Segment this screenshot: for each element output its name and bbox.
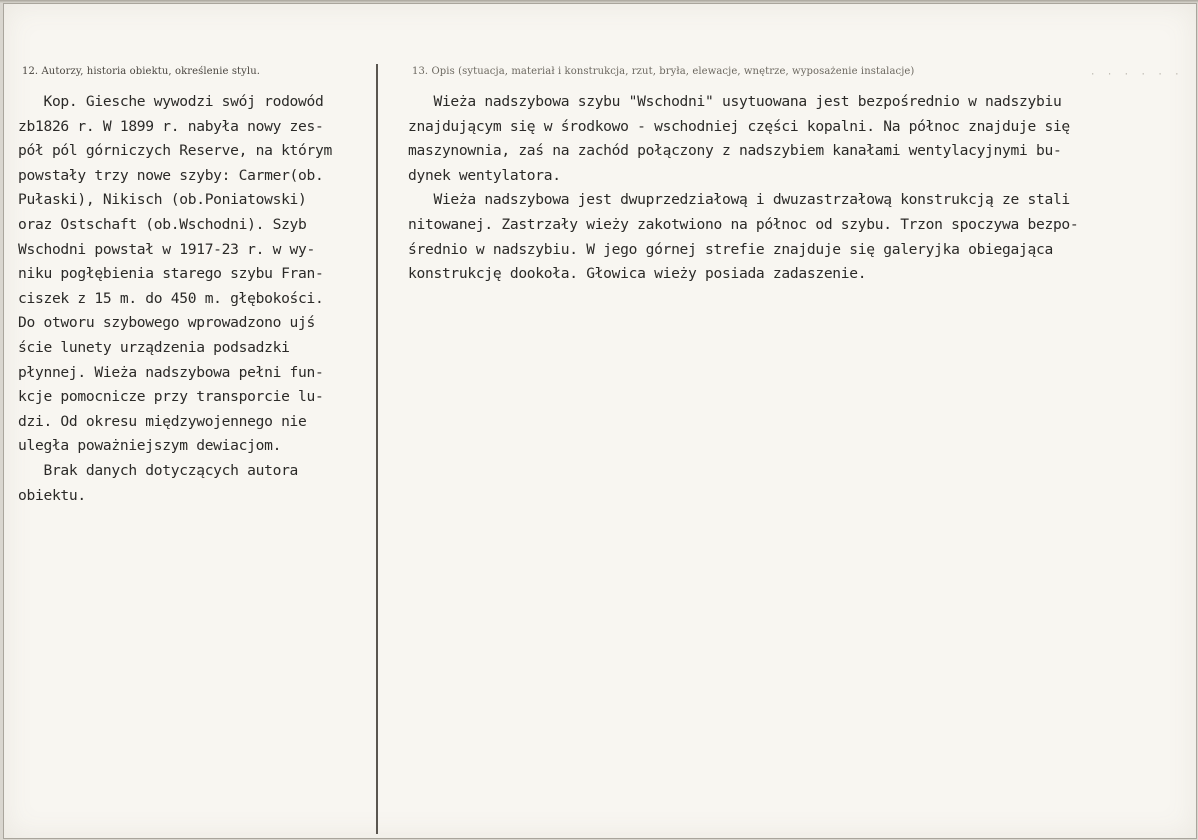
- text-line: znajdującym się w środkowo - wschodniej części kopalni. Na północ znajduje się: [408, 117, 1070, 135]
- text-line: nitowanej. Zastrzały wieży zakotwiono na północ od szybu. Trzon spoczywa bezpo-: [408, 215, 1079, 233]
- section-13-text: [408, 90, 1188, 287]
- text-line: kcje pomocnicze przy transporcie lu-: [18, 388, 324, 406]
- text-line: obiektu.: [18, 486, 86, 504]
- text-line: ciszek z 15 m. do 450 m. głębokości.: [18, 289, 324, 307]
- text-line: Kop. Giesche wywodzi swój rodowód: [18, 93, 324, 110]
- text-line: Wieża nadszybowa szybu "Wschodni" usytuowana jest bezpośrednio w nadszybiu: [408, 93, 1062, 110]
- text-line: uległa poważniejszym dewiacjom.: [18, 437, 282, 455]
- section-12-text: [18, 90, 378, 508]
- section-12-header: 12. Autorzy, historia obiektu, określenie stylu.: [22, 66, 261, 77]
- text-line: dynek wentylatora.: [408, 166, 561, 184]
- text-line: zb1826 r. W 1899 r. nabyła nowy zes-: [18, 117, 324, 135]
- dotted-fill: · · · · · ·: [1090, 70, 1183, 80]
- text-line: powstały trzy nowe szyby: Carmer(ob.: [18, 166, 324, 184]
- text-line: Wschodni powstał w 1917-23 r. w wy-: [18, 240, 316, 258]
- text-line: maszynownia, zaś na zachód połączony z nadszybiem kanałami wentylacyjnymi bu-: [408, 142, 1062, 160]
- text-line: pół pól górniczych Reserve, na którym: [18, 142, 332, 160]
- text-line: Wieża nadszybowa jest dwuprzedziałową i dwuzastrzałową konstrukcją ze stali: [408, 191, 1070, 209]
- text-line: płynnej. Wieża nadszybowa pełni fun-: [18, 363, 324, 381]
- text-line: Brak danych dotyczących autora: [18, 461, 299, 479]
- text-line: średnio w nadszybiu. W jego górnej strefie znajduje się galeryjka obiegająca: [408, 240, 1053, 258]
- text-line: oraz Ostschaft (ob.Wschodni). Szyb: [18, 215, 307, 233]
- text-line: ście lunety urządzenia podsadzki: [18, 338, 290, 356]
- text-line: konstrukcję dookoła. Głowica wieży posiada zadaszenie.: [408, 265, 867, 283]
- section-13-header: 13. Opis (sytuacja, materiał i konstrukcja, rzut, bryła, elewacje, wnętrze, wyposażenie instalacje): [412, 66, 915, 77]
- text-line: Do otworu szybowego wprowadzono ujś: [18, 314, 316, 332]
- text-line: dzi. Od okresu międzywojennego nie: [18, 412, 307, 430]
- text-line: niku pogłębienia starego szybu Fran-: [18, 265, 324, 283]
- text-line: Pułaski), Nikisch (ob.Poniatowski): [18, 191, 307, 209]
